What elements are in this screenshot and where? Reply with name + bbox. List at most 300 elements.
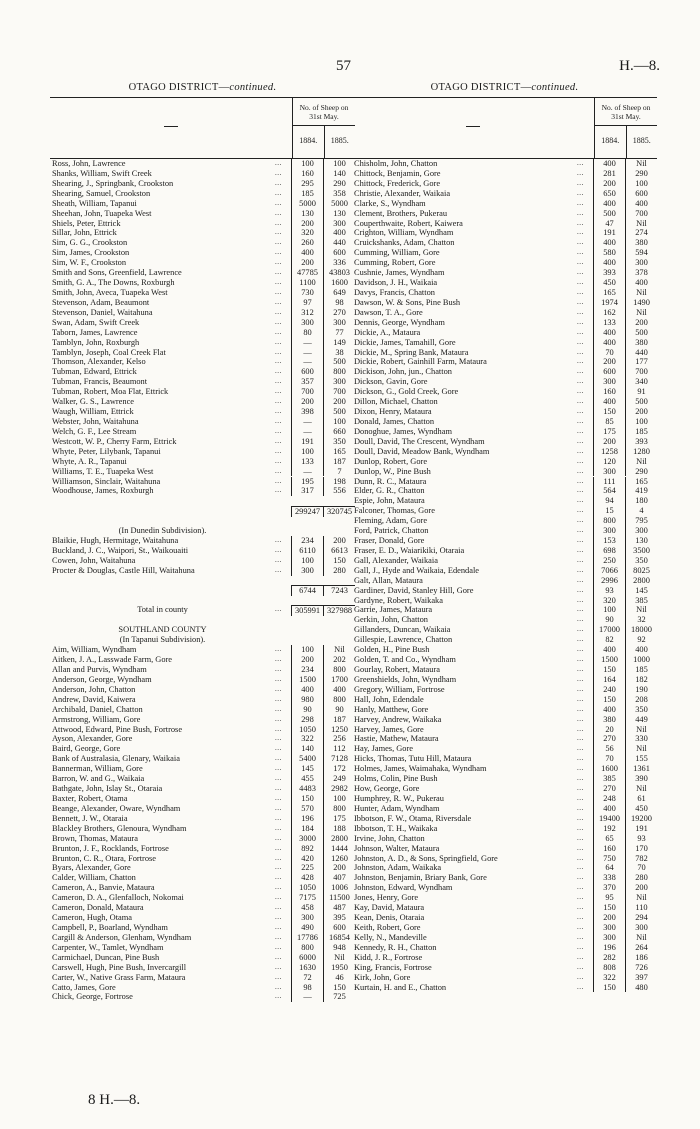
sheep-1885: 449: [635, 714, 648, 724]
sheep-1885: 1280: [633, 446, 650, 456]
owner-name: Campbell, P., Boarland, Wyndham: [52, 922, 168, 932]
sheep-1885: 400: [635, 198, 648, 208]
left-name-header: [50, 98, 293, 158]
table-row: [50, 199, 355, 209]
leader-dots: ...: [275, 228, 282, 237]
leader-dots: ...: [577, 665, 584, 674]
sheep-1885: 191: [635, 823, 648, 833]
owner-name: Tamblyn, John, Roxburgh: [52, 337, 140, 347]
leader-dots: ...: [577, 893, 584, 902]
left-header-caption: No. of Sheep on 31st May.: [293, 98, 355, 126]
table-row: [352, 278, 657, 288]
table-row: [50, 665, 355, 675]
owner-name: Johnston, Adam, Waikaka: [354, 863, 442, 873]
owner-name: Bathgate, John, Islay St., Otaraia: [52, 784, 163, 794]
table-row: [352, 605, 657, 615]
table-row: [352, 258, 657, 268]
owner-name: Andrew, David, Kaiwera: [52, 694, 136, 704]
owner-name: Ibbotson, F. W., Otama, Riversdale: [354, 813, 472, 823]
owner-name: Carswell, Hugh, Pine Bush, Invercargill: [52, 962, 187, 972]
sheep-1885: 98: [335, 297, 344, 307]
table-row: [50, 754, 355, 764]
leader-dots: ...: [577, 942, 584, 951]
owner-name: Hall, John, Edendale: [354, 694, 424, 704]
table-row: [352, 854, 657, 864]
sheep-1885: 782: [635, 853, 648, 863]
leader-dots: ...: [577, 922, 584, 931]
table-row: [352, 983, 657, 993]
leader-dots: ...: [577, 823, 584, 832]
sheep-1884: 47: [593, 219, 626, 229]
owner-name: Total in county: [137, 605, 188, 615]
owner-name: Gillanders, Duncan, Waikaia: [354, 625, 451, 635]
sheep-1884: 150: [593, 407, 626, 417]
leader-dots: ...: [577, 228, 584, 237]
leader-dots: ...: [577, 734, 584, 743]
owner-name: Sim, G. G., Crookston: [52, 238, 128, 248]
sheep-1885: 264: [635, 942, 648, 952]
owner-name: Brown, Thomas, Mataura: [52, 833, 138, 843]
sheep-1885: 800: [333, 367, 346, 377]
sheep-1884: —: [291, 427, 324, 437]
sheep-1885: 440: [635, 347, 648, 357]
sheep-1884: 490: [291, 923, 324, 933]
owner-name: Tubman, Francis, Beaumont: [52, 377, 148, 387]
owner-name: Stevenson, Adam, Beaumont: [52, 297, 150, 307]
table-row: [50, 169, 355, 179]
sheep-1884: 4483: [291, 784, 324, 794]
table-row: [50, 308, 355, 318]
sheep-1885: 130: [635, 536, 648, 546]
owner-name: Dickson, G., Gold Creek, Gore: [354, 387, 459, 397]
table-row: [352, 268, 657, 278]
leader-dots: ...: [577, 754, 584, 763]
right-column: [352, 82, 657, 992]
sheep-1884: 428: [291, 873, 324, 883]
sheep-1884: 808: [593, 963, 626, 973]
leader-dots: ...: [577, 585, 584, 594]
sheep-1884: 1600: [593, 764, 626, 774]
table-row: [50, 675, 355, 685]
sheep-1884: 15: [593, 506, 626, 516]
leader-dots: ...: [577, 615, 584, 624]
table-row: [352, 844, 657, 854]
sheep-1885: 7128: [331, 754, 348, 764]
leader-dots: ...: [577, 704, 584, 713]
table-row: [50, 844, 355, 854]
sheep-1885: 165: [333, 446, 346, 456]
table-row: [50, 804, 355, 814]
leader-dots: ...: [275, 416, 282, 425]
table-row: [50, 268, 355, 278]
table-row: [352, 774, 657, 784]
sheep-1884: 196: [291, 814, 324, 824]
owner-name: Garrie, James, Mataura: [354, 605, 433, 615]
sheep-1885: 1000: [633, 655, 650, 665]
sheep-1884: 385: [593, 774, 626, 784]
sheep-1885: 200: [333, 536, 346, 546]
sheep-1885: Nil: [636, 456, 647, 466]
owner-name: Waugh, William, Ettrick: [52, 407, 134, 417]
table-row: [352, 387, 657, 397]
owner-name: Gillespie, Lawrence, Chatton: [354, 635, 453, 645]
sheep-1885: 340: [635, 377, 648, 387]
sheep-1884: 300: [291, 566, 324, 576]
owner-name: Gall, Alexander, Waikaia: [354, 555, 438, 565]
sheep-1884: 196: [593, 943, 626, 953]
leader-dots: ...: [577, 178, 584, 187]
table-row: [352, 238, 657, 248]
sheep-1884: 398: [291, 407, 324, 417]
leader-dots: ...: [577, 863, 584, 872]
table-row: [352, 923, 657, 933]
sheep-1884: 700: [291, 387, 324, 397]
leader-dots: ...: [275, 545, 282, 554]
owner-name: Donald, James, Chatton: [354, 416, 435, 426]
leader-dots: ...: [275, 784, 282, 793]
sheep-1885: 487: [333, 903, 346, 913]
sheep-1884: 93: [593, 586, 626, 596]
table-row: [50, 576, 355, 586]
table-row: [352, 734, 657, 744]
owner-name: Johnston, Benjamin, Briary Bank, Gore: [354, 873, 487, 883]
sheep-1884: —: [291, 417, 324, 427]
table-row: [50, 417, 355, 427]
sheep-1885: 500: [635, 397, 648, 407]
sheep-1885: 90: [335, 704, 344, 714]
leader-dots: ...: [275, 724, 282, 733]
leader-dots: ...: [577, 327, 584, 336]
table-row: [352, 407, 657, 417]
owner-name: Donoghue, James, Wyndham: [354, 426, 452, 436]
table-row: [50, 605, 355, 615]
owner-name: Holmes, James, Waimahaka, Wyndham: [354, 764, 487, 774]
table-row: [50, 596, 355, 606]
owner-name: Tamblyn, Joseph, Coal Creek Flat: [52, 347, 166, 357]
table-row: [50, 318, 355, 328]
owner-name: Westcott, W. P., Cherry Farm, Ettrick: [52, 436, 177, 446]
sheep-1885: 11500: [329, 893, 350, 903]
owner-name: Golden, H., Pine Bush: [354, 645, 430, 655]
owner-name: Espie, John, Mataura: [354, 496, 425, 506]
table-row: [352, 784, 657, 794]
sheep-1884: 2996: [593, 576, 626, 586]
left-year-1885: 1885.: [330, 136, 349, 145]
leader-dots: ...: [275, 287, 282, 296]
leader-dots: ...: [577, 278, 584, 287]
sheep-1885: Nil: [636, 605, 647, 615]
sheep-1885: 32: [637, 615, 646, 625]
owner-name: Smith, John, Aveca, Tuapeka West: [52, 287, 168, 297]
owner-name: Gall, J., Hyde and Waikaia, Edendale: [354, 565, 479, 575]
leader-dots: ...: [275, 962, 282, 971]
sheep-1884: 400: [593, 328, 626, 338]
sheep-1884: 19400: [593, 814, 626, 824]
owner-name: Johnston, Edward, Wyndham: [354, 883, 453, 893]
table-row: [352, 427, 657, 437]
leader-dots: ...: [577, 635, 584, 644]
table-row: [352, 496, 657, 506]
sheep-1884: 150: [593, 665, 626, 675]
sheep-1885: 112: [333, 744, 346, 754]
sheep-1885: 294: [635, 913, 648, 923]
leader-dots: ...: [577, 456, 584, 465]
sheep-1885: 3500: [633, 545, 650, 555]
sheep-1885: 7: [337, 466, 342, 476]
leader-dots: ...: [275, 992, 282, 1001]
table-row: [50, 397, 355, 407]
leader-dots: ...: [275, 317, 282, 326]
owner-name: Kelly, N., Mandeville: [354, 932, 427, 942]
sheep-1884: 248: [593, 794, 626, 804]
owner-name: Fraser, Donald, Gore: [354, 536, 425, 546]
sheep-1884: 7175: [291, 893, 324, 903]
owner-name: Cruickshanks, Adam, Chatton: [354, 238, 455, 248]
sheep-1885: 100: [333, 159, 346, 168]
owner-name: Tubman, Edward, Ettrick: [52, 367, 137, 377]
owner-name: Sim, W. F., Crookston: [52, 258, 127, 268]
owner-name: Baxter, Robert, Otama: [52, 794, 128, 803]
sheep-1884: 600: [291, 367, 324, 377]
owner-name: Chisholm, John, Chatton: [354, 159, 438, 168]
sheep-1884: 120: [593, 457, 626, 467]
table-row: [352, 645, 657, 655]
owner-name: Chittock, Benjamin, Gore: [354, 168, 441, 178]
leader-dots: ...: [577, 526, 584, 535]
table-row: [50, 973, 355, 983]
leader-dots: ...: [275, 853, 282, 862]
sheep-1885: 70: [637, 863, 646, 873]
sheep-1885: 5000: [331, 198, 348, 208]
table-row: [352, 953, 657, 963]
owner-name: Hastie, Mathew, Mataura: [354, 734, 439, 744]
leader-dots: ...: [577, 258, 584, 267]
sheep-1885: 155: [635, 754, 648, 764]
sheep-1885: 800: [333, 803, 346, 813]
owner-name: Dunlop, Robert, Gore: [354, 456, 428, 466]
leader-dots: ...: [577, 426, 584, 435]
leader-dots: ...: [275, 555, 282, 564]
table-row: [352, 377, 657, 387]
sheep-1885: 350: [635, 704, 648, 714]
leader-dots: ...: [275, 238, 282, 247]
table-row: [352, 526, 657, 536]
table-row: [352, 834, 657, 844]
sheep-1884: 195: [291, 477, 324, 487]
table-row: [50, 477, 355, 487]
leader-dots: ...: [577, 357, 584, 366]
owner-name: Cameron, Donald, Mataura: [52, 903, 144, 913]
table-row: [50, 278, 355, 288]
sheep-1884: 150: [593, 695, 626, 705]
sheep-1885: Nil: [636, 932, 647, 942]
sheep-1884: 150: [291, 794, 324, 804]
table-row: [50, 645, 355, 655]
owner-name: Greenshields, John, Wyndham: [354, 674, 457, 684]
owner-name: Johnston, A. D., & Sons, Springfield, Gore: [354, 853, 498, 863]
sheep-1884: 160: [291, 169, 324, 179]
sheep-1885: 600: [333, 248, 346, 258]
sheep-1884: —: [291, 348, 324, 358]
leader-dots: ...: [577, 913, 584, 922]
table-row: [352, 506, 657, 516]
sheep-1885: 358: [333, 188, 346, 198]
sheep-1885: 556: [333, 486, 346, 496]
owner-name: Clarke, S., Wyndham: [354, 198, 426, 208]
table-row: [352, 576, 657, 586]
leader-dots: ...: [577, 159, 584, 167]
table-row: [352, 447, 657, 457]
sheep-1885: 91: [637, 387, 646, 397]
sheep-1885: 188: [333, 823, 346, 833]
sheep-1884: 400: [593, 338, 626, 348]
table-row: [352, 467, 657, 477]
leader-dots: ...: [275, 248, 282, 257]
sheep-1885: 380: [635, 337, 648, 347]
sheep-1885: 600: [333, 922, 346, 932]
sheep-1884: 200: [593, 357, 626, 367]
sheep-1884: 730: [291, 288, 324, 298]
table-row: [50, 625, 355, 635]
leader-dots: ...: [577, 555, 584, 564]
owner-name: Sillar, John, Ettrick: [52, 228, 117, 238]
owner-name: Shanks, William, Swift Creek: [52, 168, 152, 178]
sheep-1885: 150: [333, 982, 346, 992]
leader-dots: ...: [577, 744, 584, 753]
table-row: [352, 973, 657, 983]
table-row: [50, 695, 355, 705]
sheep-1884: 300: [593, 526, 626, 536]
sheep-1885: 256: [333, 734, 346, 744]
sheep-1885: 2800: [633, 575, 650, 585]
page-number: 57: [336, 58, 351, 74]
page-footer: 8 H.—8.: [88, 1092, 141, 1108]
table-row: [50, 496, 355, 506]
leader-dots: ...: [577, 853, 584, 862]
sheep-1885: 350: [635, 555, 648, 565]
owner-name: Cowen, John, Waitahuna: [52, 555, 136, 565]
sheep-1885: 100: [333, 416, 346, 426]
table-row: [50, 159, 355, 169]
leader-dots: ...: [275, 833, 282, 842]
table-row: [50, 357, 355, 367]
owner-name: Bank of Australasia, Glenary, Waikaia: [52, 754, 180, 764]
leader-dots: ...: [275, 307, 282, 316]
sheep-1885: Nil: [334, 952, 345, 962]
sheep-1885: 300: [333, 377, 346, 387]
sheep-1884: 260: [291, 238, 324, 248]
sheep-1884: 3000: [291, 834, 324, 844]
sheep-1885: 500: [635, 327, 648, 337]
owner-name: Welch, G. F., Lee Stream: [52, 426, 137, 436]
sheep-1884: 500: [593, 209, 626, 219]
table-row: [50, 744, 355, 754]
sheep-1885: 600: [635, 188, 648, 198]
leader-dots: ...: [275, 436, 282, 445]
table-row: [50, 635, 355, 645]
sheep-1884: 370: [593, 883, 626, 893]
sheep-1884: —: [291, 992, 324, 1002]
owner-name: Procter & Douglas, Castle Hill, Waitahuna: [52, 565, 195, 575]
leader-dots: ...: [275, 764, 282, 773]
sheep-1885: 190: [635, 684, 648, 694]
leader-dots: ...: [577, 208, 584, 217]
sheep-1884: 90: [291, 705, 324, 715]
sheep-1884: 393: [593, 268, 626, 278]
leader-dots: ...: [275, 337, 282, 346]
leader-dots: ...: [275, 476, 282, 485]
table-row: [50, 893, 355, 903]
leader-dots: ...: [275, 843, 282, 852]
owner-name: (In Tapanui Subdivision).: [119, 635, 206, 645]
sheep-1884: 458: [291, 903, 324, 913]
table-row: [352, 794, 657, 804]
sheep-1885: 100: [635, 178, 648, 188]
leader-dots: ...: [577, 268, 584, 277]
sheep-1884: 322: [593, 973, 626, 983]
leader-dots: ...: [577, 605, 584, 614]
table-row: [352, 457, 657, 467]
table-row: [50, 526, 355, 536]
left-sheep-header: [293, 98, 355, 158]
table-row: [50, 655, 355, 665]
table-row: [50, 883, 355, 893]
table-row: [352, 635, 657, 645]
leader-dots: ...: [577, 843, 584, 852]
sheep-1885: 270: [333, 307, 346, 317]
table-row: [352, 179, 657, 189]
sheep-1884: 17000: [593, 625, 626, 635]
leader-dots: ...: [275, 794, 282, 802]
sheep-1884: 200: [593, 437, 626, 447]
sheep-1884: 160: [593, 844, 626, 854]
owner-name: Anderson, John, Chatton: [52, 684, 136, 694]
owner-name: Byars, Alexander, Gore: [52, 863, 131, 873]
owner-name: Golden, T. and Co., Wyndham: [354, 655, 456, 665]
owner-name: Sheehan, John, Tuapeka West: [52, 208, 152, 218]
owner-name: Woodhouse, James, Roxburgh: [52, 486, 154, 496]
table-row: [50, 963, 355, 973]
sheep-1885: 198: [333, 476, 346, 486]
table-row: [352, 219, 657, 229]
owner-name: Cameron, D. A., Glenfalloch, Nokomai: [52, 893, 184, 903]
sheep-1885: 480: [635, 982, 648, 992]
owner-name: (In Dunedin Subdivision).: [118, 526, 207, 536]
table-row: [352, 705, 657, 715]
sheep-1884: 357: [291, 377, 324, 387]
sheep-1885: Nil: [636, 893, 647, 903]
owner-name: Dawson, T. A., Gore: [354, 307, 423, 317]
sheep-1884: 270: [593, 784, 626, 794]
sheep-1884: —: [291, 467, 324, 477]
sheep-1884: 250: [593, 556, 626, 566]
sheep-1885: 6613: [331, 545, 348, 555]
table-row: [352, 675, 657, 685]
sheep-1885: 38: [335, 347, 344, 357]
table-row: [352, 248, 657, 258]
left-table-body: [50, 159, 355, 1002]
leader-dots: ...: [577, 516, 584, 525]
sheep-1885: 419: [635, 486, 648, 496]
table-row: [50, 238, 355, 248]
sheep-1884: 192: [593, 824, 626, 834]
leader-dots: ...: [577, 506, 584, 515]
leader-dots: ...: [275, 357, 282, 366]
table-row: [352, 546, 657, 556]
table-row: [352, 596, 657, 606]
table-row: [50, 983, 355, 993]
leader-dots: ...: [275, 774, 282, 783]
